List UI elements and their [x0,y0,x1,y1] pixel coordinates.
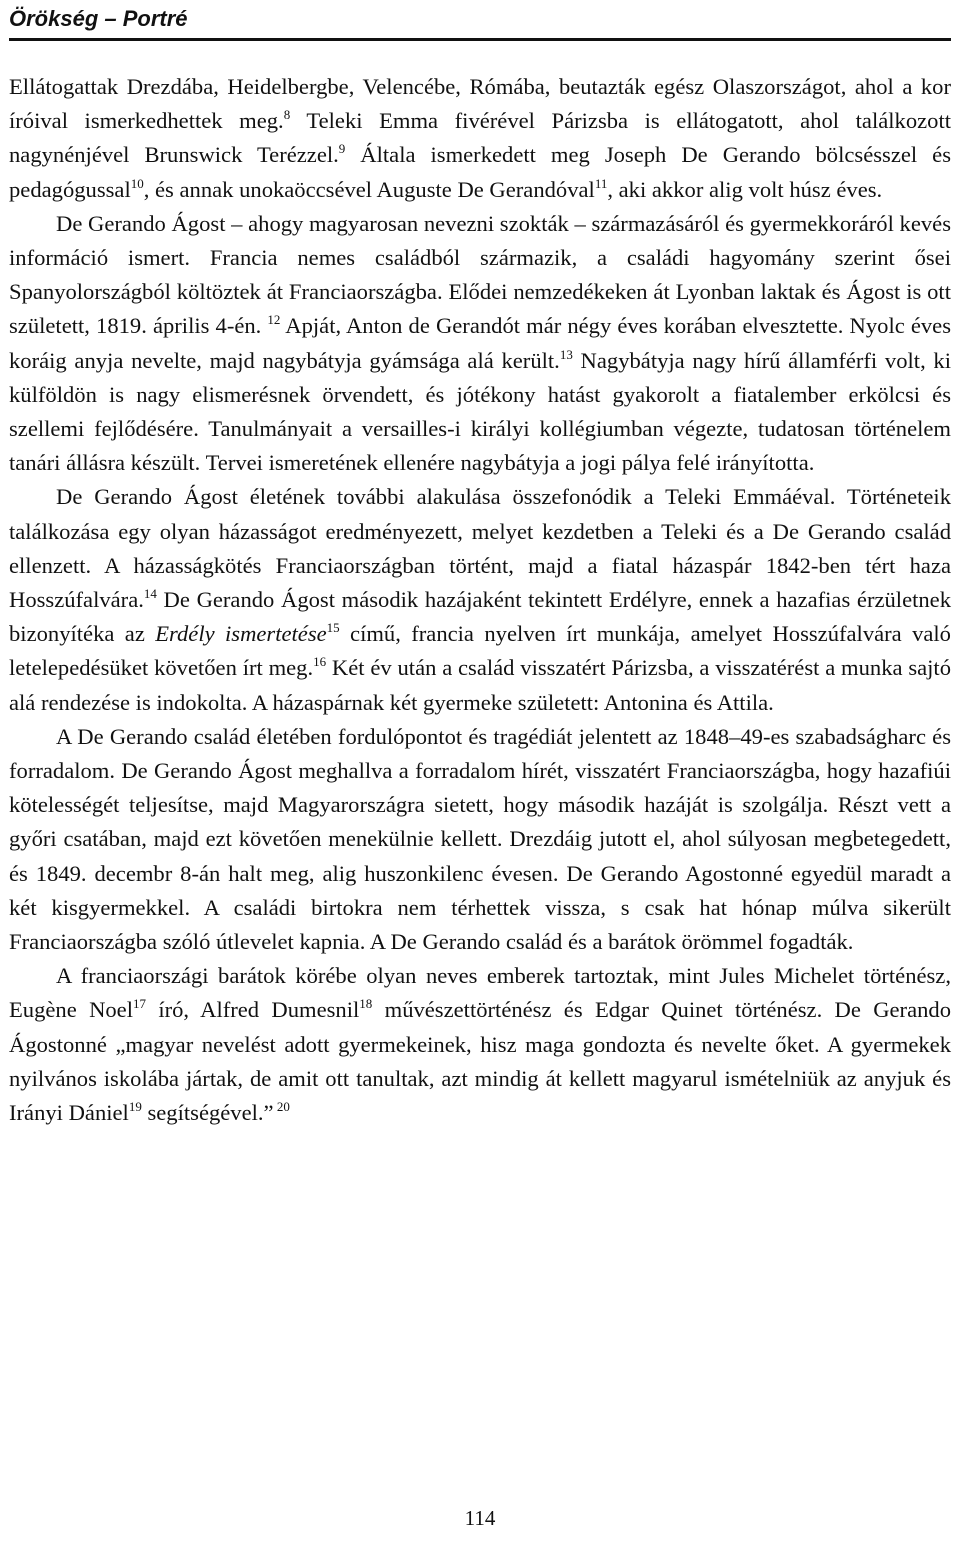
text-run: című, francia nyelven írt munkája, amelyet Hosszúfalvára való letelepedésüket követően írt meg. [9,621,951,681]
text-run: De Gerando Ágost második hazájaként tekintett Erdélyre, ennek a hazafias érzületnek bizonyítéka az [9,587,951,647]
text-run: Két év után a család visszatért Párizsba, a visszatérést a munka sajtó alá rendezése is indokolta. A házaspárnak két gyermeke született: Antonina és Attila. [9,655,951,715]
text-run: Általa ismerkedett meg Joseph De Gerando bölcsésszel és pedagógussal [9,142,951,202]
running-header [9,4,951,41]
footnote-ref: 14 [143,586,157,602]
text-run: De Gerando Ágost – ahogy magyarosan nevezni szokták – származásáról és gyermekkoráról kevés információ ismert. Francia nemes családból származik, a családi hagyomány szerint ősei Spanyolországból költöztek át Franciaországba. Elődei nemzedékeken át Lyonban laktak és Ágost is ott született, 1819. április 4-én. [9,210,951,339]
header-title: Örökség – Portré [9,6,188,31]
footnote-ref: 9 [338,141,346,157]
text-run: segítségével.” [141,1100,274,1126]
footnote-ref: 11 [594,175,608,191]
text-run: A De Gerando család életében fordulópontot és tragédiát jelentett az 1848–49-es szabadságharc és forradalom. De Gerando Ágost meghallva a forradalom hírét, visszatért Franciaországba, hogy hazafiúi kötelességét teljesítse, majd Magyarországra sietett, hogy második hazáját is szolgálja. Részt vett a győri csatában, majd ezt követően menekülnie kellett. Drezdáig jutott el, ahol súlyosan megbetegedett, és 1849. decembr 8-án halt meg, alig huszonkilenc évesen. De Gerando Agostonné egyedül maradt a két kisgyermekkel. A családi birtokra nem térhettek vissza, s csak hat hónap múlva sikerült Franciaországba szóló útlevelet kapnia. A De Gerando család és a barátok örömmel fogadták. [9,723,951,955]
text-run: De Gerando Ágost életének további alakulása összefonódik a Teleki Emmáéval. Történeteik találkozása egy olyan házasságot eredményezett, melyet kezdetben a Teleki és a De Gerando család ellenzett. A házasságkötés Franciaországban történt, majd a fiatal házaspár 1842-ben tért haza Hosszúfalvára. [9,484,951,613]
page-number: 114 [464,1506,496,1530]
footnote-ref: 17 [133,996,146,1012]
footnote-ref: 18 [359,996,373,1012]
footnote-ref: 13 [559,346,573,362]
footnote-ref: 10 [130,175,144,191]
text-run: Apját, Anton de Gerandót már négy éves korában elvesztette. Nyolc éves koráig anyja nevelte, majd nagybátyja gyámsága alá került. [9,313,951,373]
paragraph [9,959,951,1130]
text-run: író, Alfred Dumesnil [146,997,360,1023]
footnote-ref: 16 [313,654,327,670]
footnote-ref: 12 [267,312,281,328]
text-run: A franciaországi barátok körébe olyan neves emberek tartoztak, mint Jules Michelet történész, Eugène Noel [9,963,951,1023]
book-title: Erdély ismertetése [155,621,327,647]
footnote-ref: 8 [283,107,291,123]
text-run: Teleki Emma fivérével Párizsba is ellátogatott, ahol találkozott nagynénjével Brunswick Terézzel. [9,108,951,168]
text-run: Nagybátyja nagy hírű államférfi volt, ki külföldön is nagy elismerésnek örvendett, és jótékony hatást gyakorolt a fiatalember erkölcsi és szellemi fejlődésére. Tanulmányait a versailles-i királyi kollégiumban végezte, tudatosan történelem tanári állásra készült. Tervei ismeretének ellenére nagybátyja a jogi pálya felé irányította. [9,347,951,476]
paragraph [9,720,951,959]
text-run: , aki akkor alig volt húsz éves. [607,176,883,202]
article-body [9,70,951,1130]
paragraph [9,480,951,719]
paragraph [9,70,951,207]
text-run: Ellátogattak Drezdába, Heidelbergbe, Velencébe, Rómába, beutazták egész Olaszországot, ahol a kor íróival ismerkedhettek meg. [9,74,951,134]
text-run: művészettörténész és Edgar Quinet történész. De Gerando Ágostonné „magyar nevelést adott gyermekeinek, hisz maga gondozta és nevelte őket. A gyermekek nyilvános iskolába jártak, de amit ott tanultak, azt mindig át kellett magyarul ismételniük az anyjuk és Irányi Dániel [9,997,951,1126]
footnote-ref: 19 [128,1099,142,1115]
footnote-ref: 15 [326,620,340,636]
footnote-ref: 20 [273,1099,290,1115]
paragraph [9,207,951,481]
text-run: , és annak unokaöccsével Auguste De Gerandóval [143,176,595,202]
